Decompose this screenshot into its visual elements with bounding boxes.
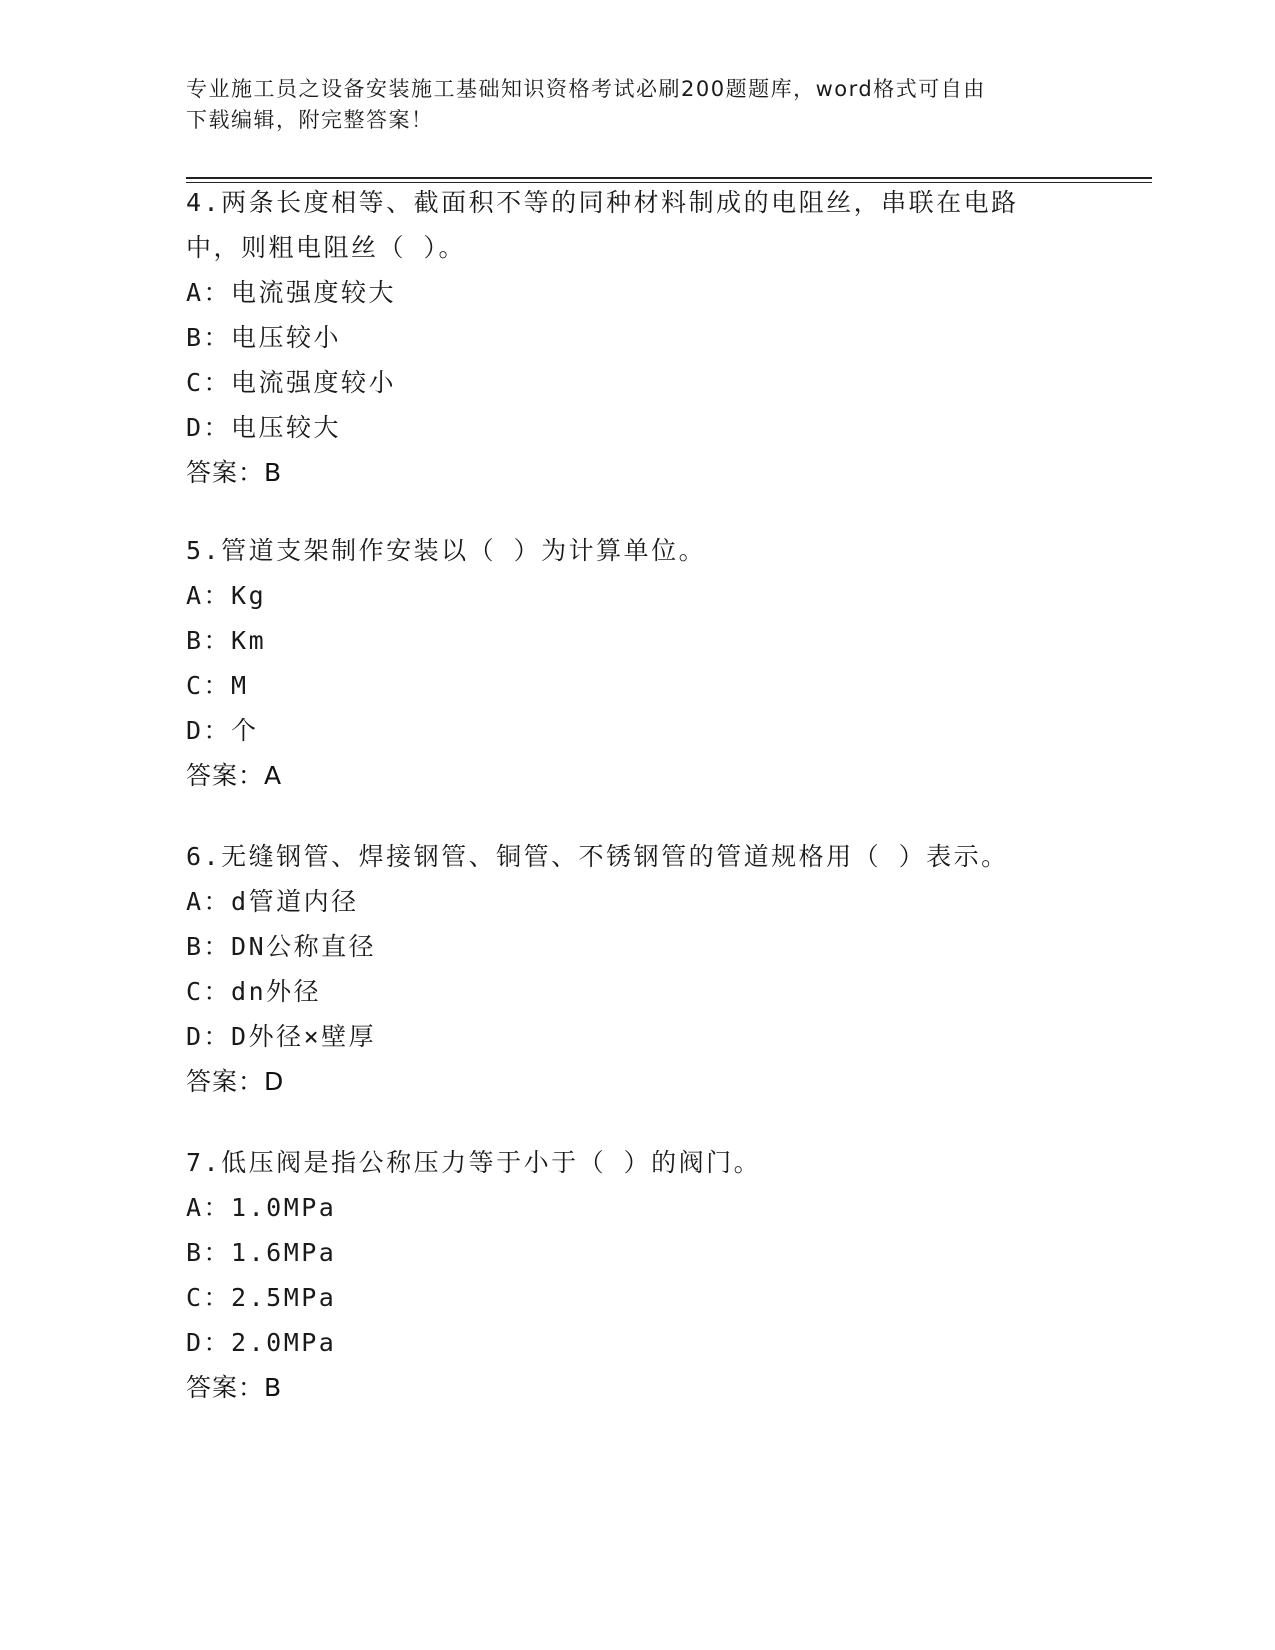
option-a: A：d管道内径 [186, 887, 359, 916]
option-c: C：电流强度较小 [186, 368, 397, 397]
question-5 [186, 528, 1086, 798]
question-stem: 5.管道支架制作安装以（ ）为计算单位。 [186, 536, 707, 565]
header-divider-top [186, 177, 1152, 179]
answer: 答案：D [186, 1067, 285, 1096]
question-4 [186, 180, 1086, 495]
option-a: A：Kg [186, 581, 267, 610]
option-d: D：电压较大 [186, 413, 342, 442]
option-b: B：Km [186, 626, 267, 655]
answer: 答案：B [186, 458, 283, 487]
header-line-1: 专业施工员之设备安装施工基础知识资格考试必刷200题题库，word格式可自由 [186, 77, 986, 101]
question-6 [186, 834, 1086, 1104]
option-b: B：DN公称直径 [186, 932, 377, 961]
question-stem-continued: 中，则粗电阻丝（ ）。 [186, 233, 467, 262]
option-b: B：1.6MPa [186, 1238, 337, 1267]
option-d: D：D外径×壁厚 [186, 1022, 377, 1051]
answer: 答案：A [186, 761, 283, 790]
option-a: A：1.0MPa [186, 1193, 337, 1222]
answer: 答案：B [186, 1373, 283, 1402]
document-header [186, 74, 1086, 136]
option-c: C：M [186, 671, 249, 700]
option-c: C：dn外径 [186, 977, 322, 1006]
header-line-2: 下载编辑，附完整答案！ [186, 108, 434, 132]
option-b: B：电压较小 [186, 323, 342, 352]
question-stem: 6.无缝钢管、焊接钢管、铜管、不锈钢管的管道规格用（ ）表示。 [186, 842, 1009, 871]
option-a: A：电流强度较大 [186, 278, 397, 307]
question-7 [186, 1140, 1086, 1410]
option-c: C：2.5MPa [186, 1283, 337, 1312]
option-d: D：个 [186, 716, 259, 745]
question-stem: 7.低压阀是指公称压力等于小于（ ）的阀门。 [186, 1148, 762, 1177]
option-d: D：2.0MPa [186, 1328, 337, 1357]
question-stem: 4.两条长度相等、截面积不等的同种材料制成的电阻丝，串联在电路 [186, 188, 1019, 217]
